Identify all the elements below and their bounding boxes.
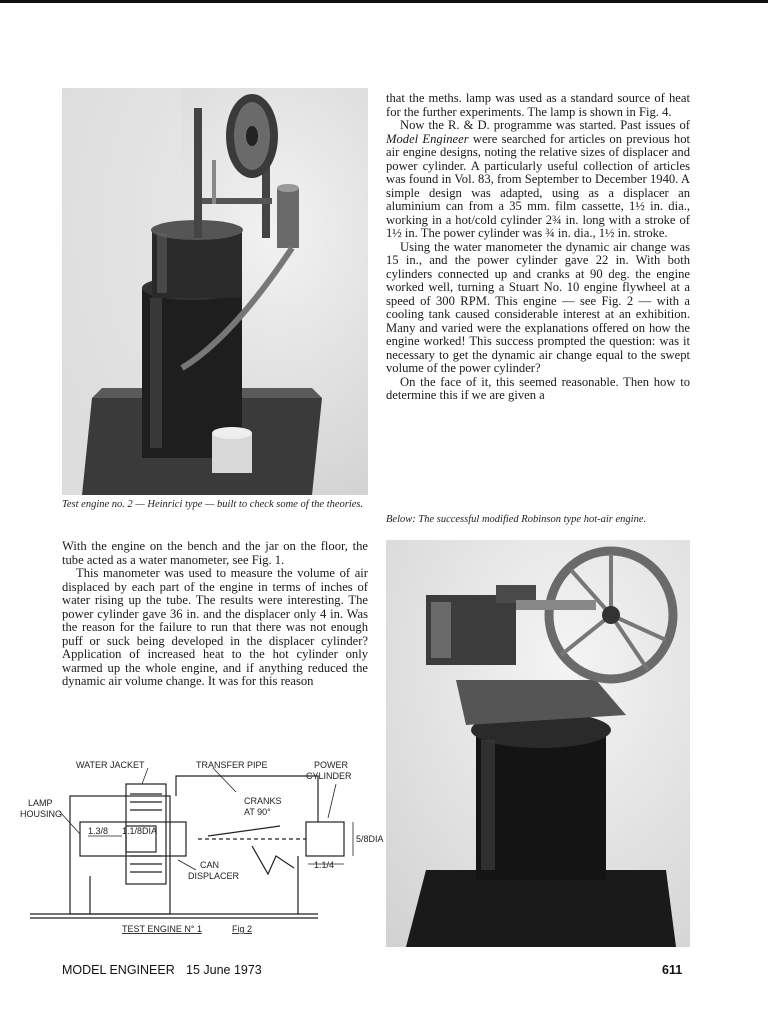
- photo-heinrici-engine: [62, 88, 368, 495]
- heinrici-engine-photo: [62, 88, 368, 495]
- right-paragraph-4: On the face of it, this seemed reasonable. Then how to determine this if we are given a: [386, 374, 690, 402]
- label-dim-4: 1.1/4: [314, 860, 335, 870]
- label-power-cylinder-1: POWER: [314, 760, 349, 770]
- right-paragraph-3: Using the water manometer the dynamic air change was 15 in., and the power cylinder gave 22 in. With both cylinders connected up and cranks at 90 deg. the engine worked well, turning a Stuart No. 10 engine flywheel at a speed of 300 RPM. This engine — see Fig. 2 — with a cooling tank caused considerable interest at an exhibition. Many and varied were the explanations offered on how the engine worked! This success prompted the question: was it necessary to get the dynamic air change equal to the swept volume of the power cylinder?: [386, 239, 690, 375]
- diagram-fig-label: Fig 2: [232, 924, 253, 934]
- figure2-caption: Below: The successful modified Robinson type hot-air engine.: [386, 514, 647, 525]
- footer-page-number: 611: [662, 963, 683, 977]
- photo-robinson-engine: [386, 540, 690, 947]
- label-can-1: CAN: [200, 860, 220, 870]
- label-power-cylinder-2: CYLINDER: [306, 771, 352, 781]
- figure1-caption: Test engine no. 2 — Heinrici type — built to check some of the theories.: [62, 499, 364, 510]
- top-rule: [0, 0, 768, 3]
- label-dim-2: 1.1/8DIA: [122, 826, 158, 836]
- right-paragraph-2: [386, 119, 690, 241]
- label-dim-1: 1.3/8: [88, 826, 109, 836]
- robinson-engine-photo: [386, 540, 690, 947]
- left-paragraph-1: With the engine on the bench and the jar on the floor, the tube acted as a water manometer, see Fig. 1.: [62, 539, 368, 567]
- label-dim-3: 5/8DIA: [356, 834, 384, 844]
- right-paragraph-2-a: Now the R. & D. programme was started. Past issues of: [400, 118, 690, 132]
- diagram-title: TEST ENGINE N° 1: [122, 924, 202, 934]
- label-transfer-pipe: TRANSFER PIPE: [196, 760, 268, 770]
- left-paragraph-2: This manometer was used to measure the volume of air displaced by each part of the engine in terms of inches of water rising up the tube. The results were interesting. The power cylinder gave 36 in. and the displacer only 4 in. Was the reason for the failure to run that there was not enough puff or suck being developed in the displacer cylinder? Application of increased heat to the hot cylinder only warmed up the whole engine, and if anything reduced the dynamic air volume change. It was for this reason: [62, 566, 368, 688]
- right-paragraph-2-b: were searched for articles on previous hot air engine designs, noting the relative sizes of displacer and power cylinder. A particularly useful collection of articles was found in Vol. 83, from September to December 1940. A simple design was adapted, using as a displacer an aluminium can from a 35 mm. film cassette, 1½ in. dia., working in a hot/cold cylinder 2¾ in. long with a stroke of 1½ in. The power cylinder was ¾ in. dia., 1½ in. stroke.: [386, 131, 690, 240]
- right-column: [386, 92, 690, 403]
- label-lamp-housing-2: HOUSING: [20, 809, 63, 819]
- test-engine-diagram: [18, 756, 398, 938]
- magazine-title-italic: Model Engineer: [386, 131, 469, 146]
- right-paragraph-1: that the meths. lamp was used as a standard source of heat for the further experiments. The lamp is shown in Fig. 4.: [386, 91, 690, 119]
- label-can-2: DISPLACER: [188, 871, 240, 881]
- footer-magazine: MODEL ENGINEER: [62, 963, 175, 977]
- left-column: [62, 540, 368, 689]
- test-engine-diagram-svg: [18, 756, 398, 938]
- label-cranks-1: CRANKS: [244, 796, 282, 806]
- footer-date: 15 June 1973: [186, 963, 262, 977]
- label-cranks-2: AT 90°: [244, 807, 271, 817]
- label-water-jacket: WATER JACKET: [76, 760, 145, 770]
- label-lamp-housing-1: LAMP: [28, 798, 53, 808]
